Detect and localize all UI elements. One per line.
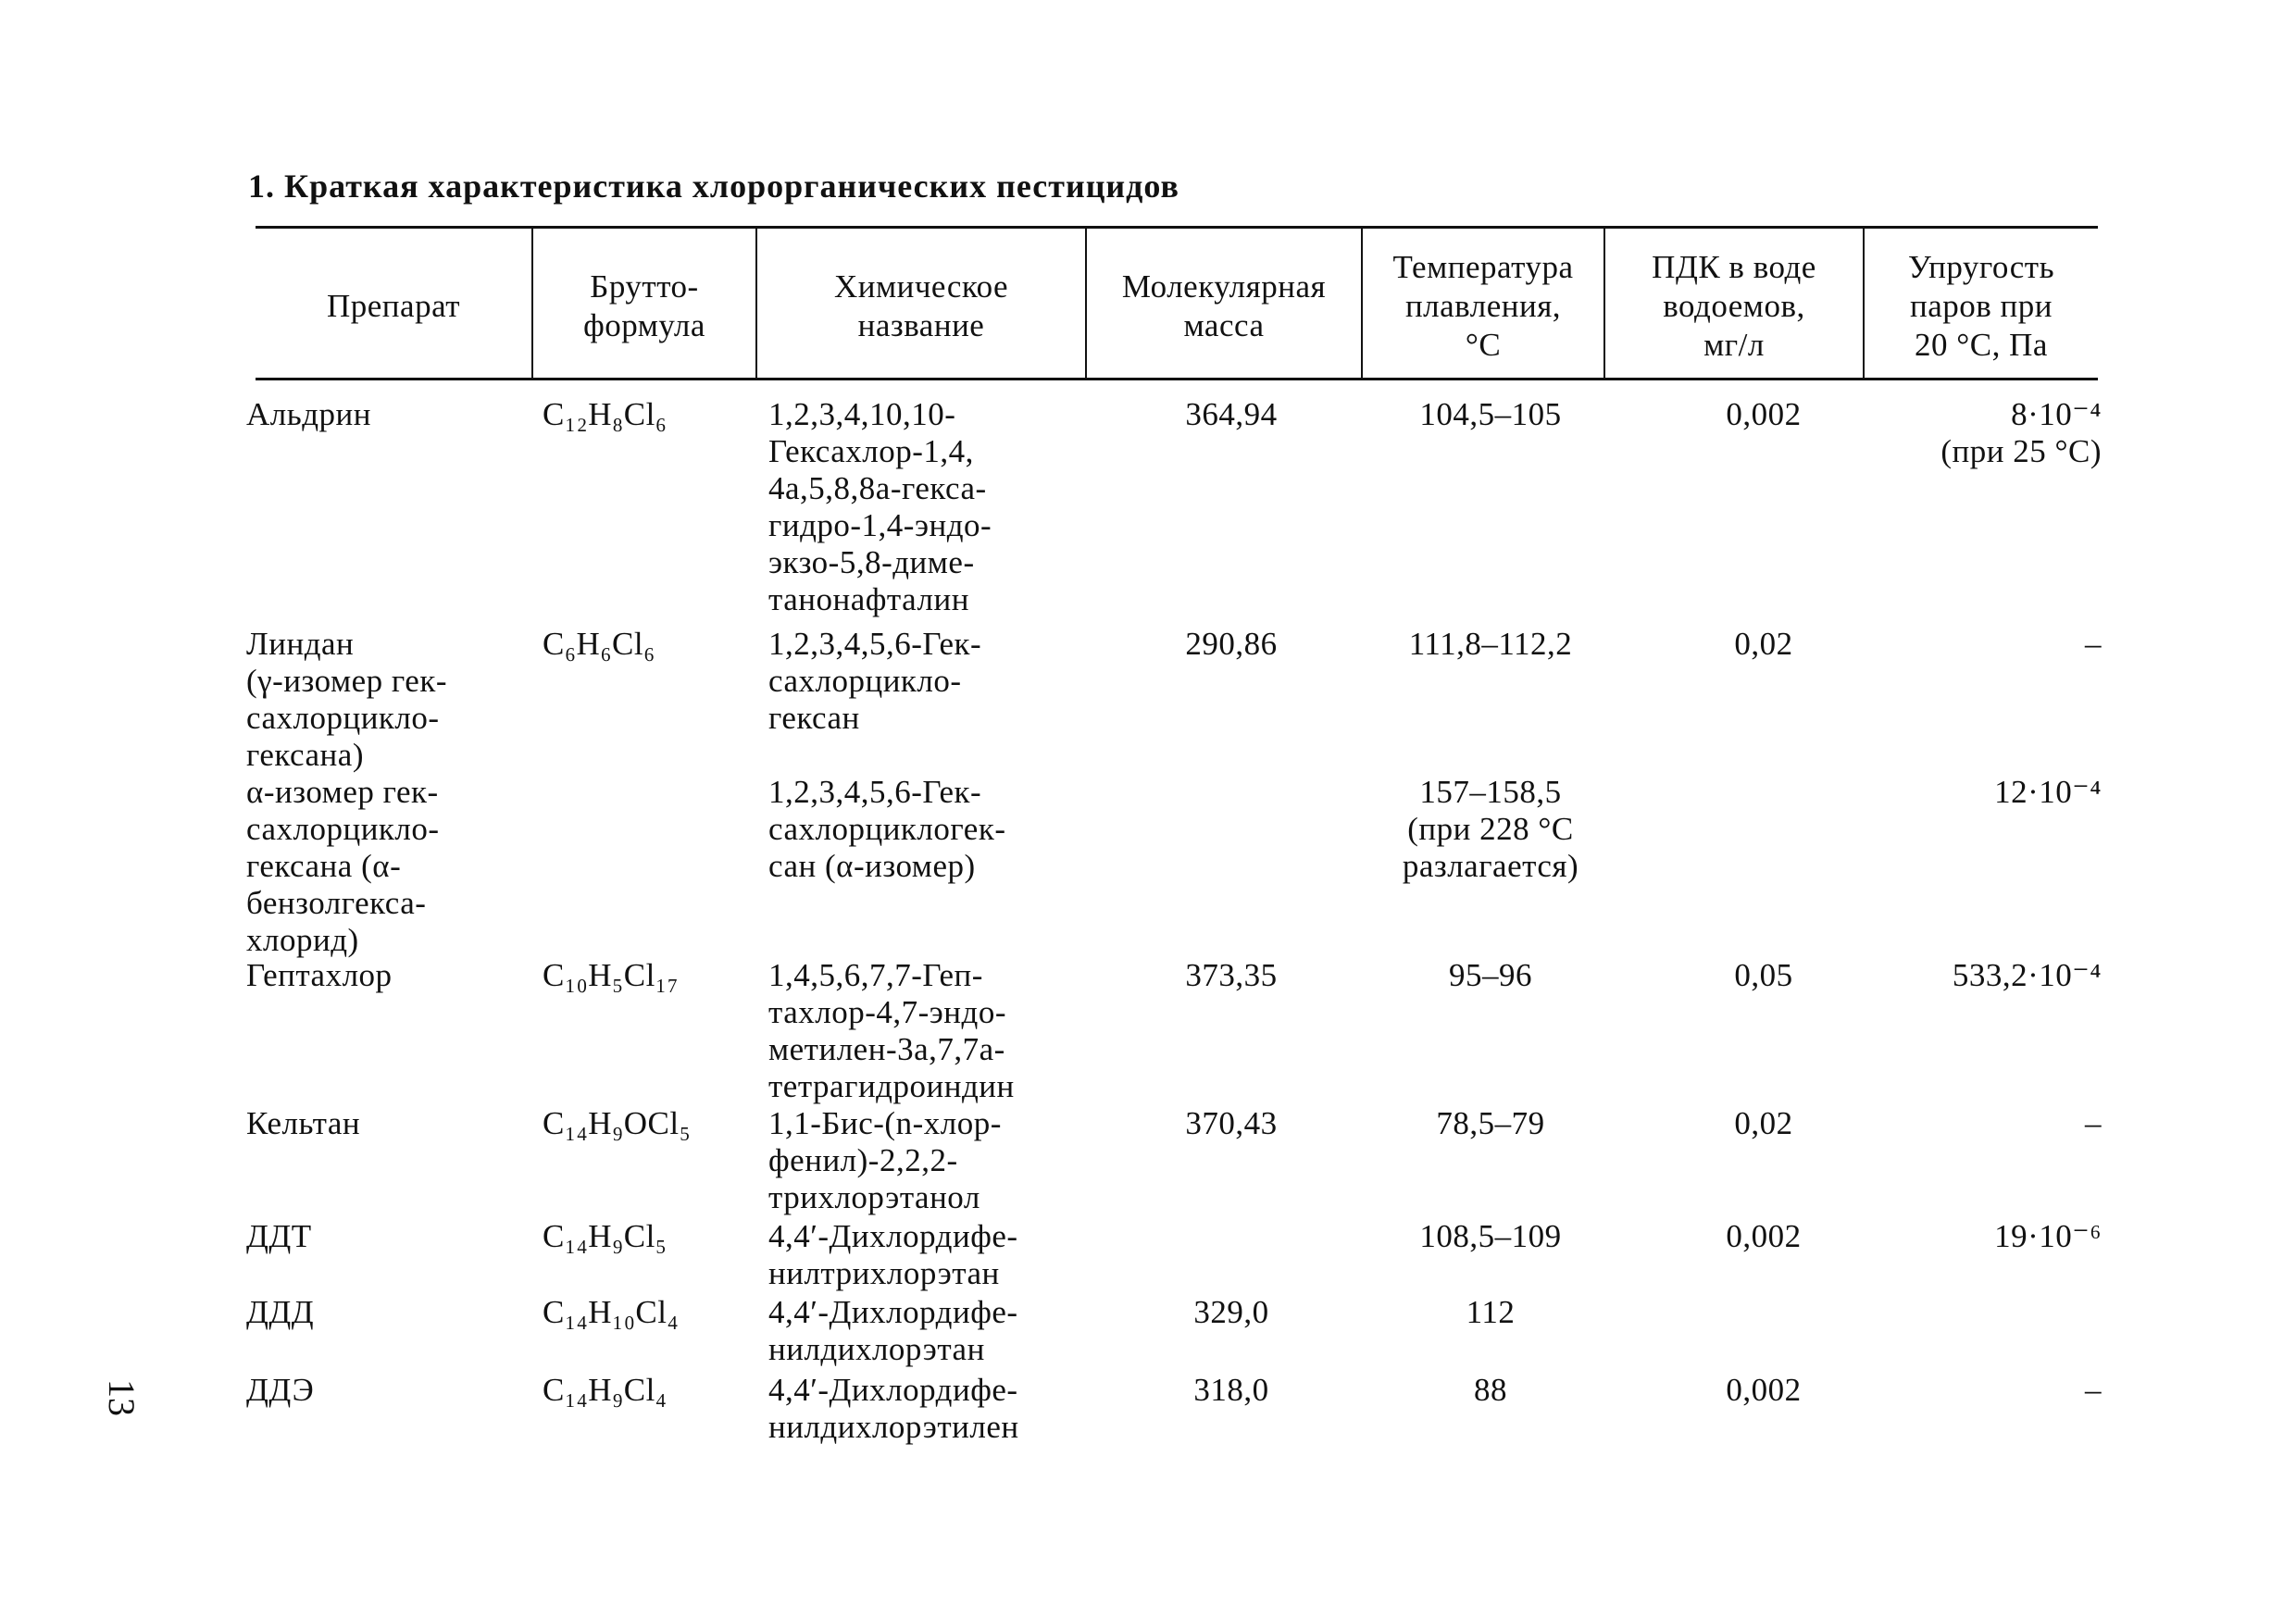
cell-mol-mass: 370,43 [1185,1105,1278,1141]
cell-preparat: Кельтан [246,1105,361,1141]
cell-vapor-pressure: 12·10⁻⁴ [1994,774,2102,810]
cell-melt-temp: 157–158,5 (при 228 °С разлагается) [1402,774,1579,884]
cell-mol-mass: 364,94 [1185,396,1278,432]
cell-formula: C₆H₆Cl₆ [543,626,655,662]
cell-vapor-pressure: 8·10⁻⁴ (при 25 °С) [1940,396,2102,469]
cell-pdk: 0,02 [1734,626,1793,662]
cell-pdk: 0,002 [1726,1218,1802,1254]
page-number: 13 [101,1379,143,1416]
cell-melt-temp: 95–96 [1449,957,1532,993]
cell-formula: C₁₀H₅Cl₁₇ [543,957,680,993]
cell-mol-mass: 318,0 [1193,1372,1269,1408]
cell-preparat: α-изомер гек- сахлорцикло- гексана (α- бензолгекса- хлорид) [246,774,440,958]
header-mol-mass: Молекулярная масса [1121,268,1327,343]
table-title: 1. Краткая характеристика хлорорганических пестицидов [248,168,1179,205]
cell-chem-name: 4,4′-Дихлордифе- нилдихлорэтан [768,1294,1018,1367]
cell-formula: C₁₄H₉Cl₅ [543,1218,668,1254]
cell-preparat: Гептахлор [246,957,393,993]
cell-pdk: 0,002 [1726,1372,1802,1408]
cell-pdk: 0,002 [1726,396,1802,432]
cell-mol-mass: 329,0 [1193,1294,1269,1330]
cell-vapor-pressure: – [2085,1372,2102,1408]
cell-melt-temp: 78,5–79 [1436,1105,1545,1141]
cell-preparat: ДДТ [246,1218,312,1254]
cell-preparat: ДДД [246,1294,315,1330]
header-melt-temp: Температура плавления, °С [1392,249,1574,363]
cell-vapor-pressure: 533,2·10⁻⁴ [1952,957,2102,993]
cell-chem-name: 1,1-Бис-(n-хлор- фенил)-2,2,2- трихлорэтанол [768,1105,1002,1215]
cell-formula: C₁₄H₉OCl₅ [543,1105,692,1141]
header-vapor-pressure: Упругость паров при 20 °С, Па [1907,249,2055,363]
cell-chem-name: 1,2,3,4,5,6-Гек- сахлорцикло- гексан [768,626,982,736]
cell-pdk: 0,02 [1734,1105,1793,1141]
cell-formula: C₁₄H₁₀Cl₄ [543,1294,680,1330]
cell-chem-name: 1,2,3,4,5,6-Гек- сахлорциклогек- сан (α-изомер) [768,774,1006,884]
cell-vapor-pressure: – [2085,1105,2102,1141]
cell-preparat: ДДЭ [246,1372,315,1408]
cell-formula: C₁₂H₈Cl₆ [543,396,668,432]
cell-vapor-pressure: – [2085,626,2102,662]
cell-melt-temp: 111,8–112,2 [1408,626,1573,662]
cell-melt-temp: 104,5–105 [1419,396,1562,432]
header-preparat: Препарат [327,288,460,324]
cell-melt-temp: 88 [1474,1372,1507,1408]
cell-preparat: Альдрин [246,396,371,432]
cell-formula: C₁₄H₉Cl₄ [543,1372,668,1408]
cell-preparat: Линдан (γ-изомер гек- сахлорцикло- гексана) [246,626,447,773]
cell-chem-name: 1,4,5,6,7,7-Геп- тахлор-4,7-эндо- метилен-3а,7,7а- тетрагидроиндин [768,957,1015,1104]
cell-chem-name: 1,2,3,4,10,10- Гексахлор-1,4, 4а,5,8,8а-гекса- гидро-1,4-эндо- экзо-5,8-димe- танонафталин [768,396,992,617]
cell-vapor-pressure: 19·10⁻⁶ [1994,1218,2102,1254]
cell-melt-temp: 112 [1466,1294,1516,1330]
cell-pdk: 0,05 [1734,957,1793,993]
header-chem-name: Химическое название [833,268,1009,343]
cell-chem-name: 4,4′-Дихлордифе- нилтрихлорэтан [768,1218,1018,1291]
cell-chem-name: 4,4′-Дихлордифе- нилдихлорэтилен [768,1372,1019,1445]
header-formula: Брутто- формула [583,268,705,343]
cell-melt-temp: 108,5–109 [1419,1218,1562,1254]
cell-mol-mass: 290,86 [1185,626,1278,662]
cell-mol-mass: 373,35 [1185,957,1278,993]
header-pdk: ПДК в воде водоемов, мг/л [1652,249,1816,363]
